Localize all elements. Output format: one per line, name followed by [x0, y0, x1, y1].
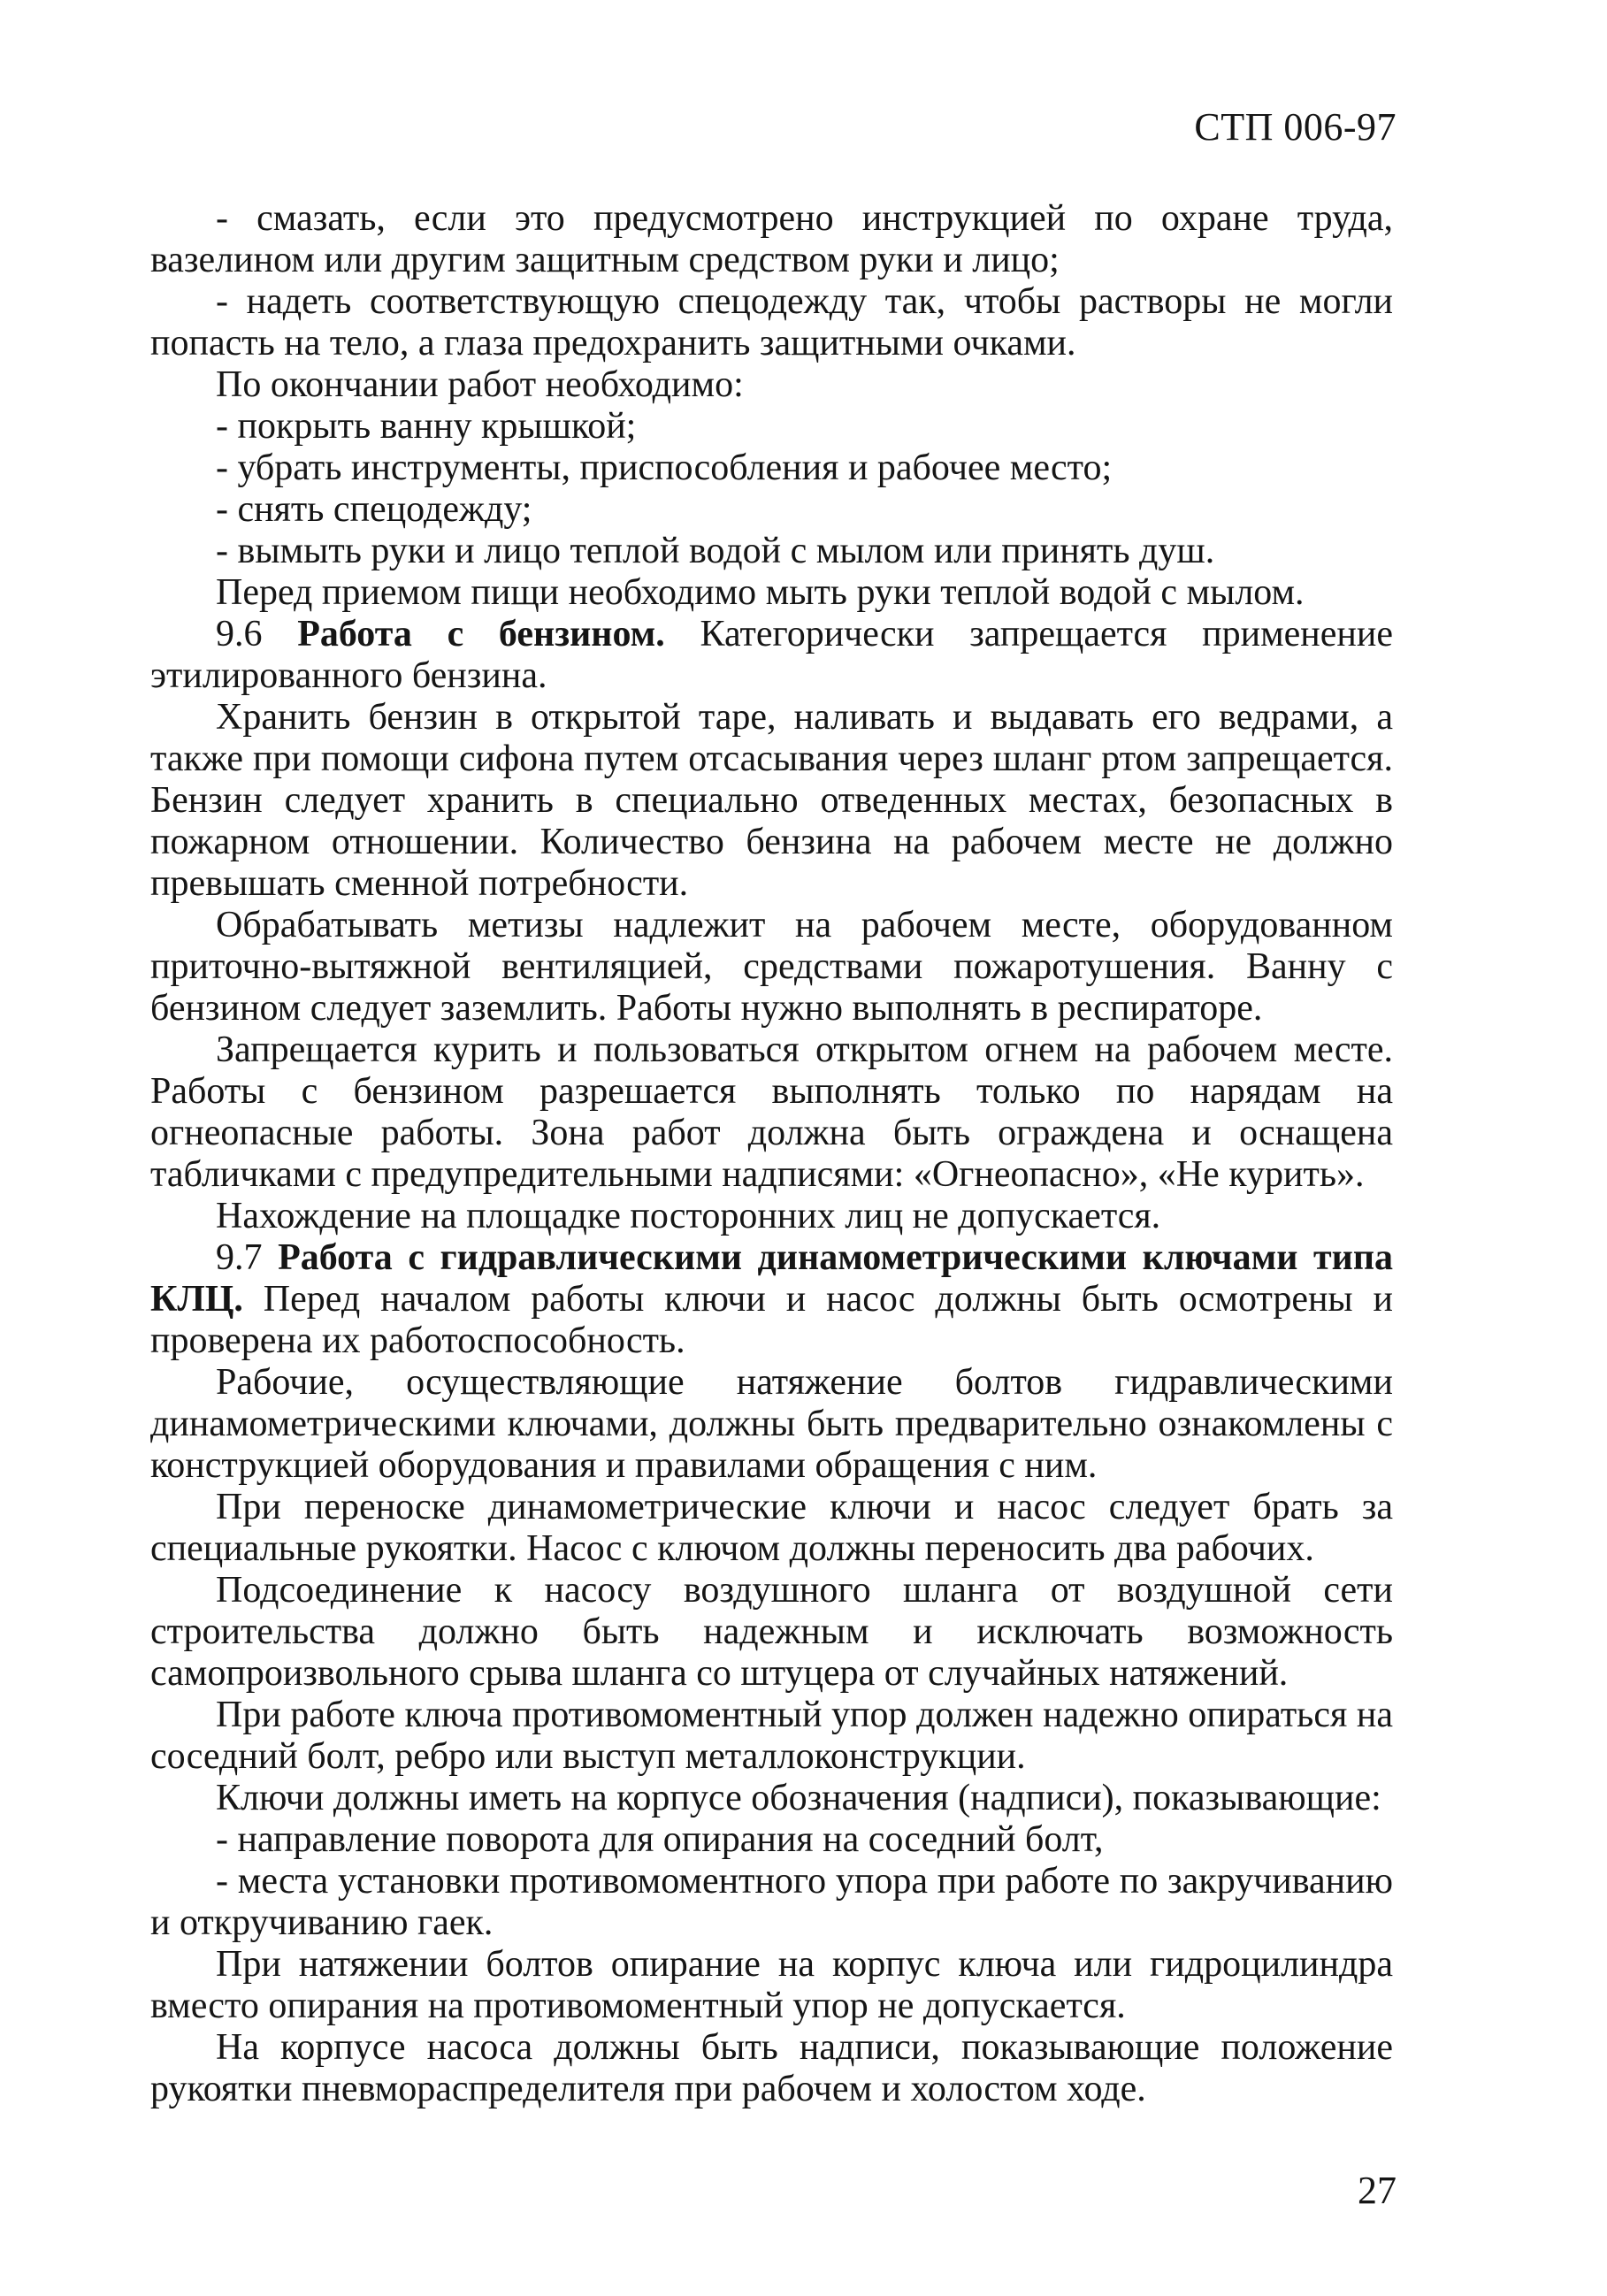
paragraph: При натяжении болтов опирание на корпус ключа или гидроцилиндра вместо опирания на противомоментный упор не допускается. [150, 1944, 1393, 2026]
section-text: Категорически запрещается применение этилированного бензина. [150, 614, 1394, 696]
paragraph: Запрещается курить и пользоваться открытом огнем на рабочем месте. Работы с бензином разрешается выполнять только по нарядам на огнеопасные работы. Зона работ должна быть ограждена и оснащена табличками с предупредительными надписями: «Огнеопасно», «Не курить». [150, 1029, 1393, 1195]
section-title: Работа с гидравлическими динамометрическими ключами типа КЛЦ. [150, 1237, 1394, 1320]
paragraph: Хранить бензин в открытой таре, наливать и выдавать его ведрами, а также при помощи сифона путем отсасывания через шланг ртом запрещается. Бензин следует хранить в специально отведенных местах, безопасных в пожарном отношении. Количество бензина на рабочем месте не должно превышать сменной потребности. [150, 697, 1393, 904]
paragraph: Перед приемом пищи необходимо мыть руки теплой водой с мылом. [216, 572, 1305, 613]
paragraph: - надеть соответствующую спецодежду так, чтобы растворы не могли попасть на тело, а глаза предохранить защитными очками. [150, 281, 1393, 364]
section-number: 9.6 [216, 614, 263, 654]
section-paragraph-9-7 [150, 1237, 1393, 1362]
paragraph: Обрабатывать метизы надлежит на рабочем месте, оборудованном приточно-вытяжной вентиляцией, средствами пожаротушения. Ванну с бензином следует заземлить. Работы нужно выполнять в респираторе. [150, 905, 1393, 1029]
section-paragraph-9-6 [150, 614, 1393, 697]
paragraph: Нахождение на площадке посторонних лиц не допускается. [216, 1196, 1161, 1236]
paragraph: На корпусе насоса должны быть надписи, показывающие положение рукоятки пневмораспределителя при рабочем и холостом ходе. [150, 2027, 1393, 2109]
paragraph: - смазать, если это предусмотрено инструкцией по охране труда, вазелином или другим защитным средством руки и лицо; [150, 198, 1393, 280]
paragraph: Рабочие, осуществляющие натяжение болтов гидравлическими динамометрическими ключами, должны быть предварительно ознакомлены с конструкцией оборудования и правилами обращения с ним. [150, 1362, 1393, 1486]
paragraph: Подсоединение к насосу воздушного шланга от воздушной сети строительства должно быть надежным и исключать возможность самопроизвольного срыва шланга со штуцера от случайных натяжений. [150, 1570, 1393, 1694]
paragraph: - места установки противомоментного упора при работе по закручиванию и откручиванию гаек. [150, 1861, 1393, 1943]
paragraph: Ключи должны иметь на корпусе обозначения (надписи), показывающие: [216, 1778, 1381, 1818]
paragraph: По окончании работ необходимо: [216, 364, 744, 405]
page-number: 27 [1358, 2169, 1397, 2212]
paragraph: При работе ключа противомоментный упор должен надежно опираться на соседний болт, ребро или выступ металлоконструкции. [150, 1695, 1393, 1777]
paragraph: - направление поворота для опирания на соседний болт, [216, 1819, 1104, 1860]
section-text: Перед началом работы ключи и насос должны быть осмотрены и проверена их работоспособность. [150, 1279, 1393, 1361]
paragraph: - снять спецодежду; [216, 489, 532, 530]
section-number: 9.7 [216, 1237, 263, 1278]
document-code: СТП 006-97 [1194, 105, 1397, 149]
section-title: Работа с бензином. [297, 614, 665, 654]
paragraph: При переноске динамометрические ключи и насос следует брать за специальные рукоятки. Насос с ключом должны переносить два рабочих. [150, 1487, 1393, 1569]
paragraph: - покрыть ванну крышкой; [216, 406, 637, 447]
document-body [150, 198, 1393, 2110]
paragraph: - убрать инструменты, приспособления и рабочее место; [216, 448, 1113, 488]
paragraph: - вымыть руки и лицо теплой водой с мылом или принять душ. [216, 531, 1215, 571]
